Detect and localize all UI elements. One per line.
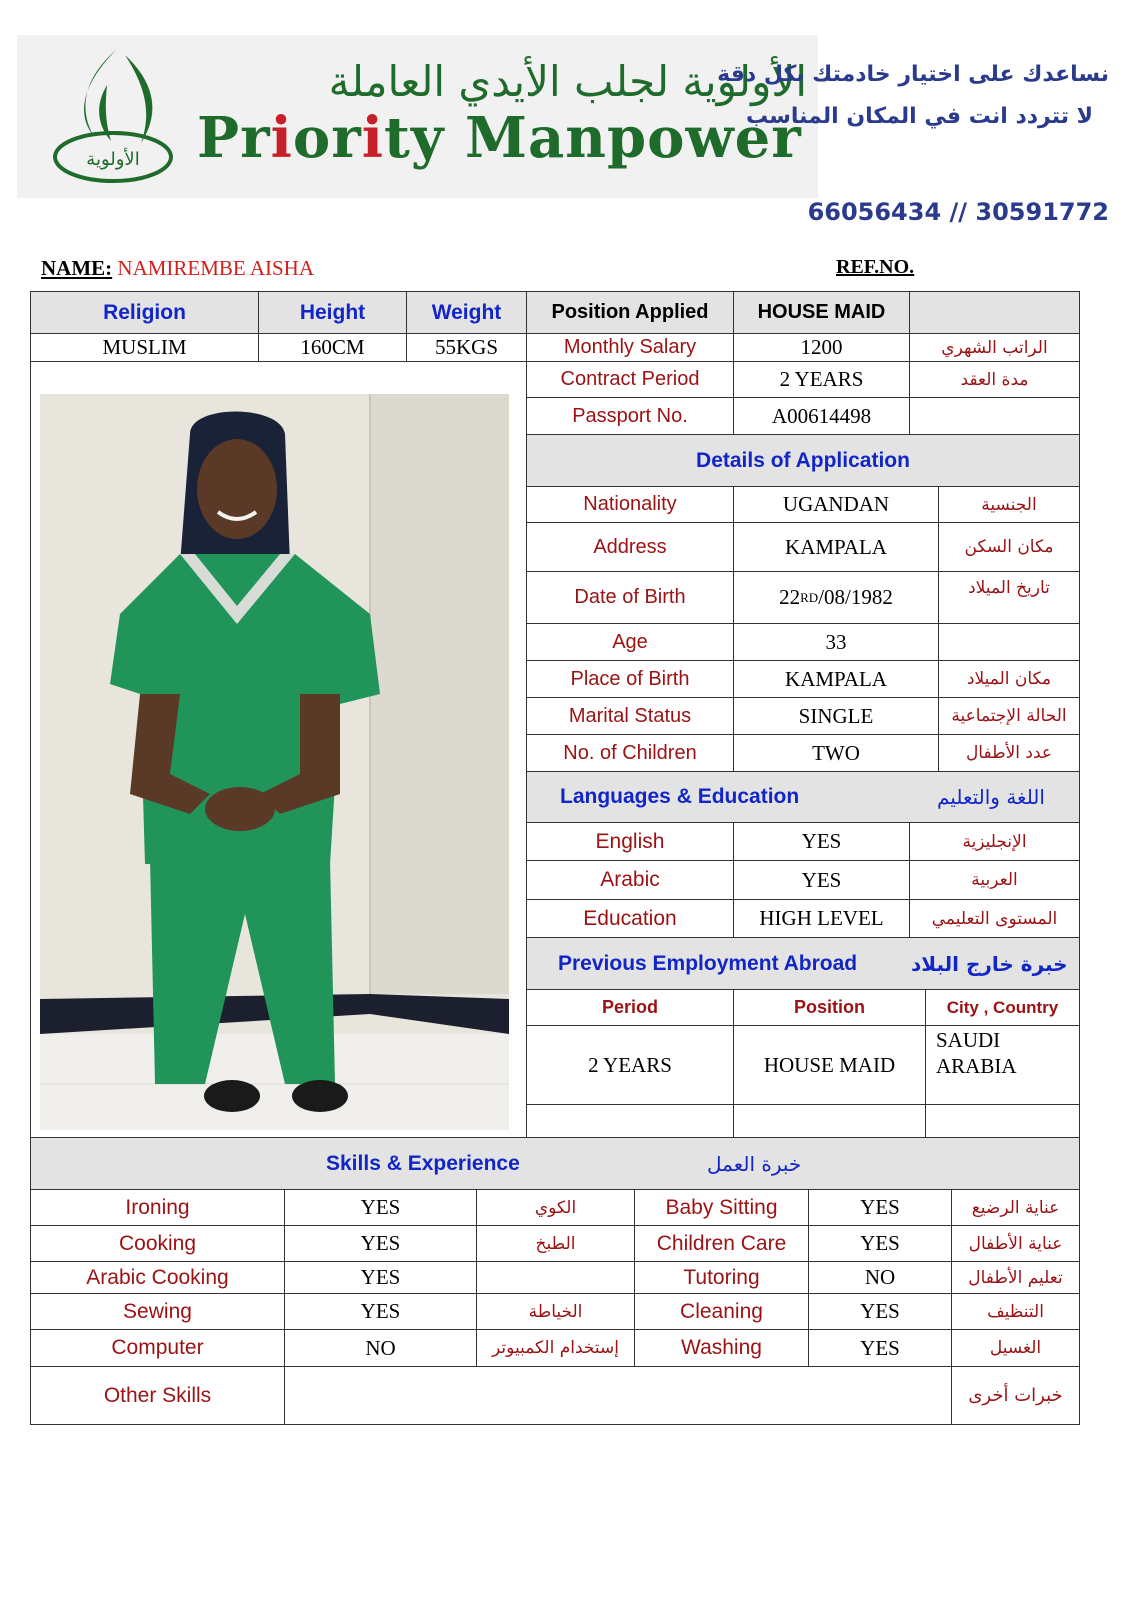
skill-ironing-value: YES bbox=[284, 1189, 477, 1226]
religion-value: MUSLIM bbox=[30, 333, 259, 362]
skill-cleaning-label: Cleaning bbox=[634, 1293, 809, 1330]
skill-cleaning-ar: التنظيف bbox=[951, 1293, 1080, 1330]
marital-status-value: SINGLE bbox=[733, 697, 939, 735]
employment-empty-3 bbox=[925, 1104, 1080, 1138]
skill-children-care-ar: عناية الأطفال bbox=[951, 1225, 1080, 1262]
skill-ironing-ar: الكوي bbox=[476, 1189, 635, 1226]
children-label: No. of Children bbox=[526, 734, 734, 772]
nationality-ar: الجنسية bbox=[938, 486, 1080, 523]
age-ar-cell bbox=[938, 623, 1080, 661]
skill-tutoring-label: Tutoring bbox=[634, 1261, 809, 1294]
contract-period-label: Contract Period bbox=[526, 361, 734, 398]
phone-numbers: 66056434 // 30591772 bbox=[807, 198, 1109, 226]
employment-empty-1 bbox=[526, 1104, 734, 1138]
skill-children-care-value: YES bbox=[808, 1225, 952, 1262]
slogan-line-2: لا تتردد انت في المكان المناسب bbox=[745, 104, 1093, 129]
employment-title-ar: خبرة خارج البلاد bbox=[911, 951, 1068, 976]
skill-computer-label: Computer bbox=[30, 1329, 285, 1367]
weight-value: 55KGS bbox=[406, 333, 527, 362]
skill-baby-sitting-value: YES bbox=[808, 1189, 952, 1226]
skill-baby-sitting-label: Baby Sitting bbox=[634, 1189, 809, 1226]
skill-washing-value: YES bbox=[808, 1329, 952, 1367]
employment-header bbox=[526, 937, 1080, 990]
english-ar: الإنجليزية bbox=[909, 822, 1080, 861]
employment-empty-2 bbox=[733, 1104, 926, 1138]
city-country-col-header: City , Country bbox=[925, 989, 1080, 1026]
children-ar: عدد الأطفال bbox=[938, 734, 1080, 772]
education-ar: المستوى التعليمي bbox=[909, 899, 1080, 938]
skill-computer-ar: إستخدام الكمبيوتر bbox=[476, 1329, 635, 1367]
skill-sewing-label: Sewing bbox=[30, 1293, 285, 1330]
arabic-label: Arabic bbox=[526, 860, 734, 900]
period-col-header: Period bbox=[526, 989, 734, 1026]
skills-header bbox=[30, 1137, 1080, 1190]
contract-period-ar: مدة العقد bbox=[909, 361, 1080, 398]
skill-ironing-label: Ironing bbox=[30, 1189, 285, 1226]
passport-label: Passport No. bbox=[526, 397, 734, 435]
candidate-name-line bbox=[41, 256, 314, 281]
address-label: Address bbox=[526, 522, 734, 572]
position-applied-ar-cell bbox=[909, 291, 1080, 334]
employment-period-value: 2 YEARS bbox=[526, 1025, 734, 1105]
skill-sewing-ar: الخياطة bbox=[476, 1293, 635, 1330]
children-value: TWO bbox=[733, 734, 939, 772]
logo-banner bbox=[17, 35, 818, 198]
age-label: Age bbox=[526, 623, 734, 661]
skill-tutoring-ar: تعليم الأطفال bbox=[951, 1261, 1080, 1294]
height-header: Height bbox=[258, 291, 407, 334]
place-of-birth-value: KAMPALA bbox=[733, 660, 939, 698]
education-value: HIGH LEVEL bbox=[733, 899, 910, 938]
skill-tutoring-value: NO bbox=[808, 1261, 952, 1294]
skill-washing-ar: الغسيل bbox=[951, 1329, 1080, 1367]
logo-english-text: Priority Manpower bbox=[197, 105, 802, 171]
position-applied-label: Position Applied bbox=[526, 291, 734, 334]
name-label: NAME: bbox=[41, 256, 113, 280]
marital-status-ar: الحالة الإجتماعية bbox=[938, 697, 1080, 735]
nationality-value: UGANDAN bbox=[733, 486, 939, 523]
slogan-line-1: نساعدك على اختيار خادمتك بكل دقة bbox=[717, 62, 1109, 87]
skill-cooking-label: Cooking bbox=[30, 1225, 285, 1262]
skill-cooking-ar: الطبخ bbox=[476, 1225, 635, 1262]
english-value: YES bbox=[733, 822, 910, 861]
skill-cleaning-value: YES bbox=[808, 1293, 952, 1330]
height-value: 160CM bbox=[258, 333, 407, 362]
date-of-birth-ar: تاريخ الميلاد bbox=[938, 571, 1080, 624]
address-value: KAMPALA bbox=[733, 522, 939, 572]
skill-washing-label: Washing bbox=[634, 1329, 809, 1367]
priority-logo-icon bbox=[47, 45, 179, 185]
passport-ar-cell bbox=[909, 397, 1080, 435]
employment-title: Previous Employment Abroad bbox=[558, 951, 858, 975]
logo-seal-text: الأولوية bbox=[86, 149, 140, 170]
details-application-header: Details of Application bbox=[526, 434, 1080, 487]
place-of-birth-label: Place of Birth bbox=[526, 660, 734, 698]
name-value: NAMIREMBE AISHA bbox=[117, 256, 315, 280]
place-of-birth-ar: مكان الميلاد bbox=[938, 660, 1080, 698]
skill-arabic-cooking-label: Arabic Cooking bbox=[30, 1261, 285, 1294]
languages-title: Languages & Education bbox=[560, 785, 800, 808]
date-of-birth-label: Date of Birth bbox=[526, 571, 734, 624]
skill-arabic-cooking-ar bbox=[476, 1261, 635, 1294]
monthly-salary-value: 1200 bbox=[733, 333, 910, 362]
languages-header bbox=[526, 771, 1080, 823]
employment-country-value: SAUDI ARABIA bbox=[925, 1025, 1080, 1105]
skill-arabic-cooking-value: YES bbox=[284, 1261, 477, 1294]
date-of-birth-value: 22 RD /08/1982 bbox=[733, 571, 939, 624]
skills-title: Skills & Experience bbox=[326, 1151, 520, 1175]
monthly-salary-ar: الراتب الشهري bbox=[909, 333, 1080, 362]
english-label: English bbox=[526, 822, 734, 861]
skill-children-care-label: Children Care bbox=[634, 1225, 809, 1262]
address-ar: مكان السكن bbox=[938, 522, 1080, 572]
weight-header: Weight bbox=[406, 291, 527, 334]
nationality-label: Nationality bbox=[526, 486, 734, 523]
skill-computer-value: NO bbox=[284, 1329, 477, 1367]
logo-arabic-text: الأولوية لجلب الأيدي العاملة bbox=[328, 57, 807, 106]
skill-baby-sitting-ar: عناية الرضيع bbox=[951, 1189, 1080, 1226]
religion-header: Religion bbox=[30, 291, 259, 334]
ref-no-label: REF.NO. bbox=[836, 256, 915, 278]
employment-position-value: HOUSE MAID bbox=[733, 1025, 926, 1105]
languages-title-ar: اللغة والتعليم bbox=[937, 785, 1045, 809]
other-skills-value bbox=[284, 1366, 952, 1425]
education-label: Education bbox=[526, 899, 734, 938]
marital-status-label: Marital Status bbox=[526, 697, 734, 735]
other-skills-label: Other Skills bbox=[30, 1366, 285, 1425]
position-col-header: Position bbox=[733, 989, 926, 1026]
contract-period-value: 2 YEARS bbox=[733, 361, 910, 398]
passport-value: A00614498 bbox=[733, 397, 910, 435]
arabic-value: YES bbox=[733, 860, 910, 900]
arabic-ar: العربية bbox=[909, 860, 1080, 900]
skill-cooking-value: YES bbox=[284, 1225, 477, 1262]
other-skills-ar: خبرات أخرى bbox=[951, 1366, 1080, 1425]
skill-sewing-value: YES bbox=[284, 1293, 477, 1330]
age-value: 33 bbox=[733, 623, 939, 661]
monthly-salary-label: Monthly Salary bbox=[526, 333, 734, 362]
position-applied-value: HOUSE MAID bbox=[733, 291, 910, 334]
skills-title-ar: خبرة العمل bbox=[707, 1151, 802, 1176]
candidate-photo bbox=[40, 394, 509, 1130]
